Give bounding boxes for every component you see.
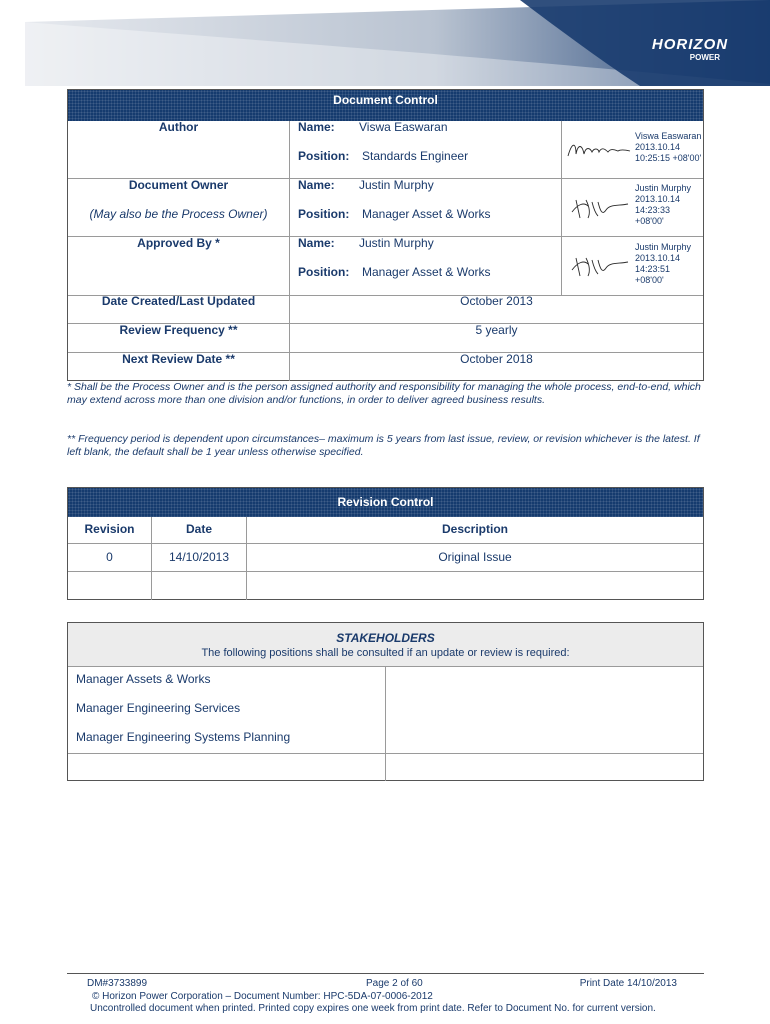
document-control-table <box>67 89 704 381</box>
logo-sub-text: POWER <box>689 53 720 62</box>
footer-uncontrolled-notice: Uncontrolled document when printed. Printed copy expires one week from print date. Refer to Document No. for current version. <box>90 1003 656 1014</box>
stakeholder-item: Manager Engineering Services <box>76 701 241 715</box>
approved-signature-text <box>635 242 691 286</box>
sig-line: +08'00' <box>635 275 664 285</box>
owner-signature-text <box>635 183 691 227</box>
review-frequency-label: Review Frequency ** <box>119 323 238 337</box>
owner-signature <box>568 194 632 222</box>
author-name: Viswa Easwaran <box>359 120 448 134</box>
date-created-value: October 2013 <box>460 294 533 308</box>
sig-line: 2013.10.14 <box>635 253 681 263</box>
author-name-label: Name: <box>298 120 335 134</box>
date-column-header: Date <box>185 522 212 536</box>
sig-line: 14:23:33 <box>635 205 671 215</box>
author-position: Standards Engineer <box>362 149 469 163</box>
document-control-title: Document Control <box>68 90 703 121</box>
stakeholder-item: Manager Engineering Systems Planning <box>76 730 291 744</box>
approved-by-label: Approved By * <box>137 236 220 250</box>
review-frequency-value: 5 yearly <box>475 323 518 337</box>
owner-position-label: Position: <box>298 207 350 221</box>
sig-line: 2013.10.14 <box>635 194 681 204</box>
sig-line: 14:23:51 <box>635 264 671 274</box>
horizon-power-logo <box>650 36 730 76</box>
next-review-label: Next Review Date ** <box>122 352 235 366</box>
date-created-label: Date Created/Last Updated <box>101 294 256 308</box>
approved-position: Manager Asset & Works <box>362 265 491 279</box>
approved-signature <box>568 252 632 280</box>
header-band <box>0 0 770 88</box>
divider <box>561 121 562 295</box>
sig-line: Justin Murphy <box>635 242 692 252</box>
approved-name-label: Name: <box>298 236 335 250</box>
approved-name: Justin Murphy <box>359 236 434 250</box>
approved-position-label: Position: <box>298 265 350 279</box>
logo-main-text: HORIZON <box>651 36 729 53</box>
divider <box>68 571 703 572</box>
revision-cell: 0 <box>106 550 113 564</box>
footer-copyright: © Horizon Power Corporation – Document Number: HPC-5DA-07-0006-2012 <box>92 991 433 1002</box>
stakeholders-title: STAKEHOLDERS <box>336 631 435 645</box>
divider <box>289 121 290 295</box>
footer-page-number: Page 2 of 60 <box>366 978 423 989</box>
document-owner-sublabel: (May also be the Process Owner) <box>89 207 268 221</box>
owner-position: Manager Asset & Works <box>362 207 491 221</box>
stakeholders-table <box>67 622 704 781</box>
stakeholders-header <box>68 623 703 666</box>
revision-control-title: Revision Control <box>68 488 703 517</box>
footer-dm-number: DM#3733899 <box>87 978 148 989</box>
sig-line: +08'00' <box>635 216 664 226</box>
date-cell: 14/10/2013 <box>168 550 230 564</box>
footer-print-date: Print Date 14/10/2013 <box>579 978 677 989</box>
note-process-owner: * Shall be the Process Owner and is the person assigned authority and responsibility for managing the whole process, end-to-end, which may extend across more than one division and/or functions, in order to deliver agreed business results. <box>67 381 701 406</box>
stakeholder-item: Manager Assets & Works <box>76 672 211 686</box>
owner-name: Justin Murphy <box>359 178 434 192</box>
sig-line: 2013.10.14 <box>635 142 681 152</box>
next-review-value: October 2018 <box>460 352 533 366</box>
note-frequency: ** Frequency period is dependent upon circumstances– maximum is 5 years from last issue, review, or revision whichever is the latest. If left blank, the default shall be 1 year unless otherwise specified. <box>67 433 700 458</box>
revision-column-header: Revision <box>84 522 135 536</box>
divider <box>68 543 703 544</box>
sig-line: Viswa Easwaran <box>635 131 702 141</box>
owner-name-label: Name: <box>298 178 335 192</box>
author-signature <box>566 136 632 164</box>
divider <box>385 666 386 781</box>
revision-control-table <box>67 487 704 600</box>
description-cell: Original Issue <box>438 550 512 564</box>
sig-line: Justin Murphy <box>635 183 692 193</box>
author-position-label: Position: <box>298 149 350 163</box>
description-column-header: Description <box>441 522 508 536</box>
author-signature-text <box>635 131 701 164</box>
footer-rule <box>67 973 704 974</box>
stakeholders-subtitle: The following positions shall be consulted if an update or review is required: <box>201 647 570 659</box>
sig-line: 10:25:15 +08'00' <box>635 153 702 163</box>
author-label: Author <box>158 120 199 134</box>
document-owner-label: Document Owner <box>128 178 229 192</box>
